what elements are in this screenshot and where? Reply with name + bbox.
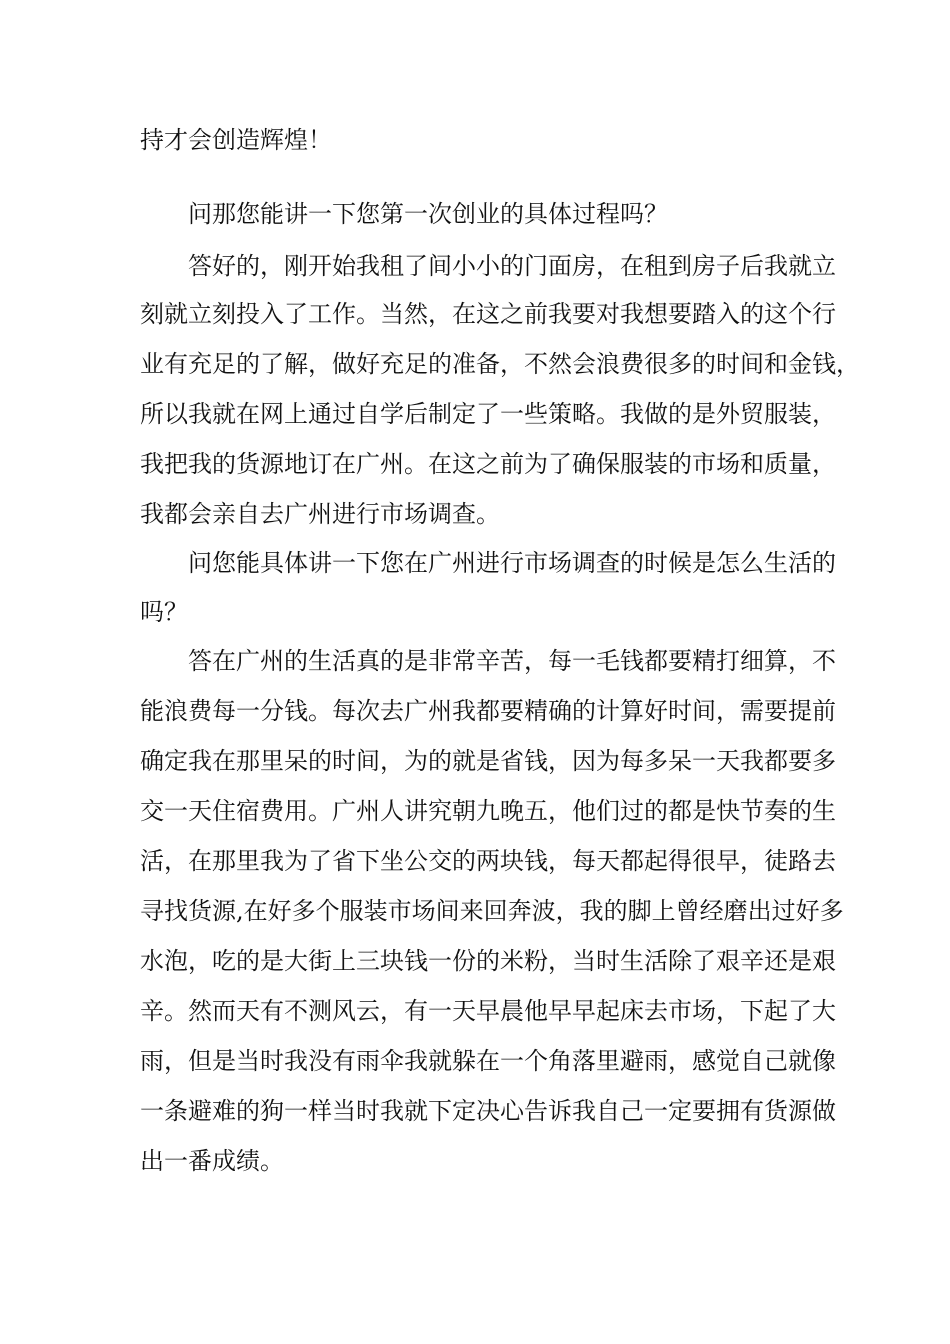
answer-line: 答在广州的生活真的是非常辛苦，每一毛钱都要精打细算，不 <box>188 647 836 675</box>
text-line: 辛。然而天有不测风云，有一天早晨他早早起床去市场，下起了大 <box>140 997 836 1025</box>
text-line: 确定我在那里呆的时间，为的就是省钱，因为每多呆一天我都要多 <box>140 747 836 775</box>
text-line: 能浪费每一分钱。每次去广州我都要精确的计算好时间，需要提前 <box>140 697 836 725</box>
answer-line: 答好的，刚开始我租了间小小的门面房，在租到房子后我就立 <box>188 252 836 280</box>
text-line: 一条避难的狗一样当时我就下定决心告诉我自己一定要拥有货源做 <box>140 1097 836 1125</box>
question-line: 问那您能讲一下您第一次创业的具体过程吗？ <box>188 200 668 228</box>
text-line: 出一番成绩。 <box>140 1147 284 1175</box>
text-line: 活，在那里我为了省下坐公交的两块钱，每天都起得很早，徒路去 <box>140 847 836 875</box>
text-line: 雨，但是当时我没有雨伞我就躲在一个角落里避雨，感觉自己就像 <box>140 1047 836 1075</box>
text-line: 我都会亲自去广州进行市场调查。 <box>140 500 500 528</box>
text-line: 寻找货源,在好多个服装市场间来回奔波，我的脚上曾经磨出过好多 <box>140 897 844 925</box>
text-line: 吗？ <box>140 598 188 626</box>
text-line: 交一天住宿费用。广州人讲究朝九晚五，他们过的都是快节奏的生 <box>140 797 836 825</box>
text-line: 业有充足的了解，做好充足的准备，不然会浪费很多的时间和金钱， <box>140 350 860 378</box>
text-line: 持才会创造辉煌！ <box>140 126 332 154</box>
text-line: 水泡，吃的是大街上三块钱一份的米粉，当时生活除了艰辛还是艰 <box>140 947 836 975</box>
question-line: 问您能具体讲一下您在广州进行市场调查的时候是怎么生活的 <box>188 549 836 577</box>
text-line: 我把我的货源地订在广州。在这之前为了确保服装的市场和质量， <box>140 450 836 478</box>
text-line: 刻就立刻投入了工作。当然，在这之前我要对我想要踏入的这个行 <box>140 300 836 328</box>
text-line: 所以我就在网上通过自学后制定了一些策略。我做的是外贸服装， <box>140 400 836 428</box>
